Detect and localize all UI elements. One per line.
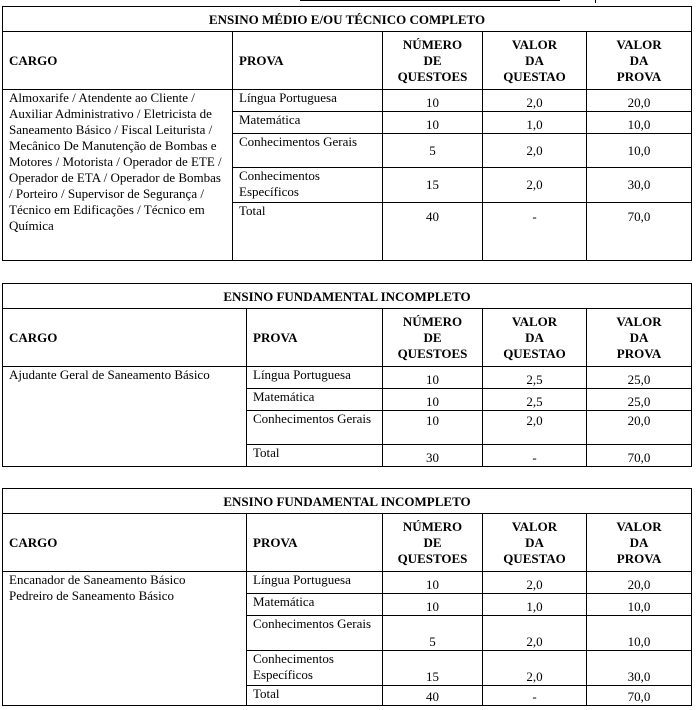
prova-cell: Conhecimentos Específicos <box>233 168 383 203</box>
numero-cell: 10 <box>383 389 483 411</box>
valor-questao-cell: 1,0 <box>483 112 587 134</box>
header-cargo: CARGO <box>3 514 247 572</box>
header-valor-prova: VALOR DA PROVA <box>587 32 692 90</box>
valor-questao-cell: 2,0 <box>483 651 587 686</box>
table-title: ENSINO FUNDAMENTAL INCOMPLETO <box>3 284 692 309</box>
table-fundamental-incompleto-2 <box>2 488 692 706</box>
header-prova: PROVA <box>233 32 383 90</box>
valor-prova-cell: 25,0 <box>587 367 692 389</box>
rule-tick <box>595 0 596 3</box>
valor-questao-cell: 2,0 <box>483 411 587 445</box>
header-row <box>3 309 692 367</box>
valor-questao-cell: 2,0 <box>483 616 587 651</box>
prova-cell: Matemática <box>233 112 383 134</box>
numero-cell: 10 <box>383 594 483 616</box>
table-fundamental-incompleto-1 <box>2 283 692 467</box>
prova-cell: Conhecimentos Gerais <box>247 411 383 445</box>
prova-cell: Língua Portuguesa <box>247 572 383 594</box>
valor-prova-cell: 10,0 <box>587 134 692 168</box>
cargo-cell: Ajudante Geral de Saneamento Básico <box>3 367 247 467</box>
valor-prova-cell: 20,0 <box>587 90 692 112</box>
prova-cell: Matemática <box>247 594 383 616</box>
numero-cell: 40 <box>383 686 483 706</box>
valor-prova-cell: 70,0 <box>587 203 692 261</box>
valor-prova-cell: 10,0 <box>587 594 692 616</box>
prova-cell: Total <box>247 686 383 706</box>
numero-cell: 15 <box>383 651 483 686</box>
valor-questao-cell: 1,0 <box>483 594 587 616</box>
table-title: ENSINO MÉDIO E/OU TÉCNICO COMPLETO <box>3 7 692 32</box>
header-numero: NÚMERO DE QUESTOES <box>383 309 483 367</box>
previous-table-edge <box>0 0 696 4</box>
prova-cell: Conhecimentos Gerais <box>233 134 383 168</box>
valor-prova-cell: 20,0 <box>587 572 692 594</box>
header-row <box>3 514 692 572</box>
valor-questao-cell: 2,5 <box>483 367 587 389</box>
valor-questao-cell: 2,0 <box>483 572 587 594</box>
valor-prova-cell: 30,0 <box>587 168 692 203</box>
numero-cell: 30 <box>383 445 483 467</box>
numero-cell: 40 <box>383 203 483 261</box>
header-prova: PROVA <box>247 514 383 572</box>
rule-line <box>300 0 560 1</box>
cargo-cell: Almoxarife / Atendente ao Cliente / Auxiliar Administrativo / Eletricista de Saneamento Básico / Fiscal Leiturista / Mecânico De Manutenção de Bombas e Motores / Motorista / Operador de ETE / Operador de ETA / Operador de Bombas / Porteiro / Supervisor de Segurança / Técnico em Edificações / Técnico em Química <box>3 90 233 261</box>
numero-cell: 10 <box>383 367 483 389</box>
valor-prova-cell: 25,0 <box>587 389 692 411</box>
numero-cell: 10 <box>383 112 483 134</box>
numero-cell: 10 <box>383 90 483 112</box>
valor-questao-cell: 2,0 <box>483 90 587 112</box>
header-prova: PROVA <box>247 309 383 367</box>
valor-prova-cell: 70,0 <box>587 445 692 467</box>
valor-prova-cell: 70,0 <box>587 686 692 706</box>
valor-questao-cell: - <box>483 203 587 261</box>
numero-cell: 5 <box>383 616 483 651</box>
valor-questao-cell: - <box>483 686 587 706</box>
header-row <box>3 32 692 90</box>
valor-questao-cell: 2,0 <box>483 168 587 203</box>
header-cargo: CARGO <box>3 309 247 367</box>
prova-cell: Língua Portuguesa <box>247 367 383 389</box>
valor-prova-cell: 10,0 <box>587 112 692 134</box>
prova-cell: Língua Portuguesa <box>233 90 383 112</box>
numero-cell: 5 <box>383 134 483 168</box>
valor-prova-cell: 10,0 <box>587 616 692 651</box>
valor-prova-cell: 30,0 <box>587 651 692 686</box>
numero-cell: 10 <box>383 411 483 445</box>
numero-cell: 15 <box>383 168 483 203</box>
valor-questao-cell: 2,5 <box>483 389 587 411</box>
header-valor-prova: VALOR DA PROVA <box>587 514 692 572</box>
table-title: ENSINO FUNDAMENTAL INCOMPLETO <box>3 489 692 514</box>
numero-cell: 10 <box>383 572 483 594</box>
prova-cell: Conhecimentos Gerais <box>247 616 383 651</box>
header-valor-questao: VALOR DA QUESTAO <box>483 514 587 572</box>
valor-prova-cell: 20,0 <box>587 411 692 445</box>
header-numero: NÚMERO DE QUESTOES <box>383 514 483 572</box>
table-row <box>3 367 692 389</box>
valor-questao-cell: 2,0 <box>483 134 587 168</box>
prova-cell: Total <box>247 445 383 467</box>
header-valor-questao: VALOR DA QUESTAO <box>483 32 587 90</box>
header-numero: NÚMERO DE QUESTOES <box>383 32 483 90</box>
header-cargo: CARGO <box>3 32 233 90</box>
prova-cell: Total <box>233 203 383 261</box>
prova-cell: Matemática <box>247 389 383 411</box>
cargo-cell: Encanador de Saneamento Básico Pedreiro de Saneamento Básico <box>3 572 247 706</box>
table-row <box>3 572 692 594</box>
table-ensino-medio <box>2 6 692 261</box>
header-valor-questao: VALOR DA QUESTAO <box>483 309 587 367</box>
valor-questao-cell: - <box>483 445 587 467</box>
table-row <box>3 90 692 112</box>
header-valor-prova: VALOR DA PROVA <box>587 309 692 367</box>
prova-cell: Conhecimentos Específicos <box>247 651 383 686</box>
